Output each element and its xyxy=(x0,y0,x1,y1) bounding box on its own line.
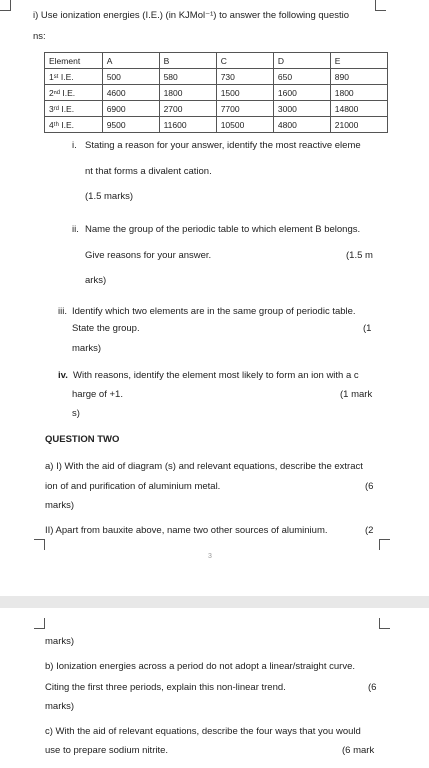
question-iv-marks-a: (1 mark xyxy=(340,389,373,400)
page2-marks-continued: marks) xyxy=(45,636,75,647)
table-header-cell: Element xyxy=(45,53,103,69)
table-header-cell: D xyxy=(273,53,330,69)
table-header-cell: B xyxy=(159,53,216,69)
crop-mark-top-right xyxy=(375,0,386,11)
table-row xyxy=(45,117,388,133)
question-two-a-marks-a: (6 xyxy=(365,481,374,492)
table-cell: 4800 xyxy=(273,117,330,133)
table-cell: 580 xyxy=(159,69,216,85)
question-iv-marks-b: s) xyxy=(72,408,80,419)
table-cell: 14800 xyxy=(330,101,387,117)
question-ii-line-2: Give reasons for your answer. xyxy=(85,250,212,261)
table-cell: 4600 xyxy=(102,85,159,101)
question-iv-line-2: harge of +1. xyxy=(72,389,123,400)
table-cell: 2ⁿᵈ I.E. xyxy=(45,85,103,101)
table-cell: 650 xyxy=(273,69,330,85)
crop-mark-bottom-left xyxy=(34,539,45,550)
question-iv-line-1: With reasons, identify the element most likely to form an ion with a c xyxy=(73,370,359,381)
table-cell: 2700 xyxy=(159,101,216,117)
question-two-a2-line-1: II) Apart from bauxite above, name two other sources of aluminium. xyxy=(45,525,328,536)
question-iii-numeral: iii. xyxy=(58,306,67,317)
crop-mark-top-left xyxy=(0,0,11,11)
question-two-a-marks-b: marks) xyxy=(45,500,75,511)
table-cell: 21000 xyxy=(330,117,387,133)
question-iii-marks-b: marks) xyxy=(72,343,102,354)
page-separator xyxy=(0,596,429,608)
table-cell: 7700 xyxy=(216,101,273,117)
question-iii-line-2: State the group. xyxy=(72,323,140,334)
intro-line-1: i) Use ionization energies (I.E.) (in KJMol⁻¹) to answer the following questio xyxy=(33,10,350,21)
page-number: 3 xyxy=(208,553,212,560)
table-row xyxy=(45,69,388,85)
question-two-c-line-2: use to prepare sodium nitrite. xyxy=(45,745,169,756)
table-header-cell: E xyxy=(330,53,387,69)
question-ii-marks-a: (1.5 m xyxy=(346,250,373,261)
table-cell: 1500 xyxy=(216,85,273,101)
question-iii-marks-a: (1 xyxy=(363,323,372,334)
table-cell: 6900 xyxy=(102,101,159,117)
table-header-cell: A xyxy=(102,53,159,69)
question-two-b-line-2: Citing the first three periods, explain this non-linear trend. xyxy=(45,682,286,693)
question-two-b-marks-b: marks) xyxy=(45,701,75,712)
question-two-b-marks-a: (6 xyxy=(368,682,377,693)
question-ii-line-1: Name the group of the periodic table to which element B belongs. xyxy=(85,224,361,235)
table-cell: 1ˢᵗ I.E. xyxy=(45,69,103,85)
question-two-a-line-2: ion of and purification of aluminium metal. xyxy=(45,481,221,492)
table-row xyxy=(45,101,388,117)
table-cell: 11600 xyxy=(159,117,216,133)
question-i-numeral: i. xyxy=(72,140,77,151)
table-cell: 1600 xyxy=(273,85,330,101)
table-cell: 9500 xyxy=(102,117,159,133)
question-two-c-marks: (6 mark xyxy=(342,745,375,756)
table-cell: 1800 xyxy=(330,85,387,101)
question-iv-numeral: iv. xyxy=(58,370,68,381)
table-cell: 500 xyxy=(102,69,159,85)
question-two-b-line-1: b) Ionization energies across a period do not adopt a linear/straight curve. xyxy=(45,661,355,672)
question-ii-numeral: ii. xyxy=(72,224,79,235)
table-cell: 890 xyxy=(330,69,387,85)
question-two-c-line-1: c) With the aid of relevant equations, describe the four ways that you would xyxy=(45,726,361,737)
table-header-cell: C xyxy=(216,53,273,69)
question-i-marks: (1.5 marks) xyxy=(85,191,134,202)
crop-mark-page2-top-left xyxy=(34,618,45,629)
question-two-a2-marks: (2 xyxy=(365,525,374,536)
question-two-a-line-1: a) I) With the aid of diagram (s) and relevant equations, describe the extract xyxy=(45,461,363,472)
table-cell: 3000 xyxy=(273,101,330,117)
table-cell: 4ᵗʰ I.E. xyxy=(45,117,103,133)
question-i-line-2: nt that forms a divalent cation. xyxy=(85,166,212,177)
table-header-row xyxy=(45,53,388,69)
table-cell: 3ʳᵈ I.E. xyxy=(45,101,103,117)
table-cell: 1800 xyxy=(159,85,216,101)
question-i-line-1: Stating a reason for your answer, identify the most reactive eleme xyxy=(85,140,361,151)
question-iii-line-1: Identify which two elements are in the same group of periodic table. xyxy=(72,306,356,317)
question-two-heading: QUESTION TWO xyxy=(45,434,120,445)
table-cell: 10500 xyxy=(216,117,273,133)
question-ii-marks-b: arks) xyxy=(85,275,107,286)
table-cell: 730 xyxy=(216,69,273,85)
table-row xyxy=(45,85,388,101)
ionization-energy-table xyxy=(44,52,388,133)
crop-mark-page2-top-right xyxy=(379,618,390,629)
crop-mark-bottom-right xyxy=(379,539,390,550)
intro-line-2: ns: xyxy=(33,31,46,42)
